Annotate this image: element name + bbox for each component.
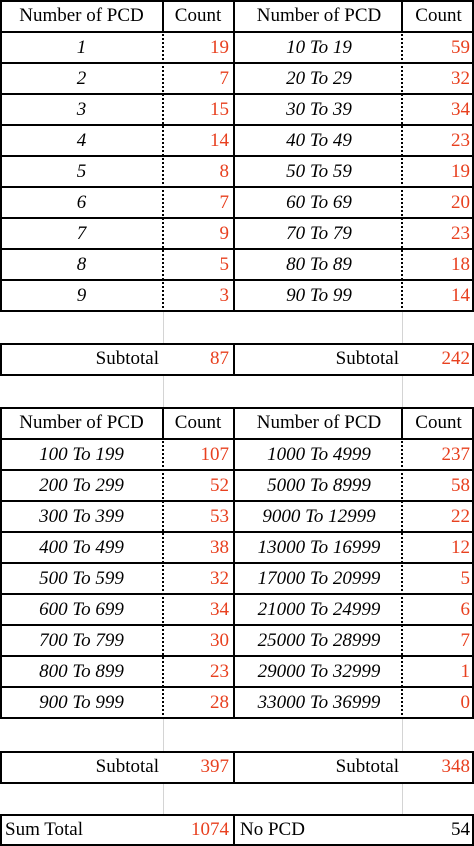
count-cell: 14 (451, 284, 470, 306)
pcd-number-cell: 1 (76, 36, 87, 58)
count-cell: 0 (460, 691, 470, 713)
pcd-range-cell: 30 To 39 (286, 98, 352, 120)
count-cell: 23 (210, 660, 229, 682)
pcd-range-cell: 80 To 89 (286, 253, 352, 275)
pcd-range-cell: 600 To 699 (39, 598, 124, 620)
column-divider (401, 0, 403, 32)
count-cell: 34 (451, 98, 470, 120)
pcd-range-cell: 200 To 299 (39, 474, 124, 496)
column-divider (162, 31, 164, 312)
pcd-range-cell: 17000 To 20999 (257, 567, 381, 589)
count-cell: 20 (451, 191, 470, 213)
grid-line (402, 719, 403, 751)
count-cell: 15 (210, 98, 229, 120)
table-border (0, 374, 474, 376)
count-cell: 6 (460, 598, 470, 620)
pcd-number-cell: 5 (76, 160, 87, 182)
footer-row (0, 814, 474, 846)
count-cell: 23 (451, 222, 470, 244)
count-cell: 22 (451, 505, 470, 527)
no-pcd-label: No PCD (240, 819, 305, 840)
pcd-range-cell: 60 To 69 (286, 191, 352, 213)
subtotal-value-left: 87 (210, 348, 229, 369)
count-cell: 5 (460, 567, 470, 589)
sum-total-value: 1074 (191, 819, 229, 840)
pcd-range-cell: 50 To 59 (286, 160, 352, 182)
grid-line (402, 376, 403, 407)
table-border (0, 751, 2, 784)
count-cell: 34 (210, 598, 229, 620)
subtotal-label-left: Subtotal (95, 756, 159, 777)
count-cell: 19 (210, 36, 229, 58)
header-number-of-pcd-left: Number of PCD (19, 5, 144, 26)
header-count-right: Count (415, 5, 462, 26)
subtotal-label-right: Subtotal (335, 756, 399, 777)
grid-line (163, 784, 164, 814)
pcd-range-cell: 5000 To 8999 (267, 474, 371, 496)
subtotal-value-right: 242 (441, 348, 470, 369)
pcd-range-cell: 13000 To 16999 (257, 536, 381, 558)
header-count-left: Count (174, 412, 222, 433)
subtotal-label-left: Subtotal (95, 348, 159, 369)
grid-line (402, 784, 403, 814)
count-cell: 7 (219, 191, 229, 213)
count-cell: 38 (210, 536, 229, 558)
sum-total-label: Sum Total (5, 819, 84, 840)
table-border (0, 0, 2, 312)
column-divider (401, 31, 403, 312)
column-divider (162, 0, 164, 32)
pcd-number-cell: 9 (76, 284, 87, 306)
pcd-range-cell: 21000 To 24999 (257, 598, 381, 620)
table-border (0, 814, 474, 816)
count-cell: 14 (210, 129, 229, 151)
table-border (0, 407, 2, 719)
pcd-number-cell: 3 (76, 98, 87, 120)
count-cell: 30 (210, 629, 229, 651)
count-cell: 1 (460, 660, 470, 682)
table-border (0, 343, 474, 345)
column-divider (162, 407, 164, 439)
table-border (233, 814, 235, 846)
count-cell: 53 (210, 505, 229, 527)
count-cell: 18 (451, 253, 470, 275)
table-border (233, 407, 235, 719)
count-cell: 52 (210, 474, 229, 496)
count-cell: 23 (451, 129, 470, 151)
table-border (0, 814, 2, 846)
table-border (233, 0, 235, 312)
pcd-range-cell: 700 To 799 (39, 629, 124, 651)
pcd-range-cell: 300 To 399 (39, 505, 124, 527)
count-cell: 7 (219, 67, 229, 89)
count-cell: 7 (460, 629, 470, 651)
count-cell: 58 (451, 474, 470, 496)
count-cell: 12 (451, 536, 470, 558)
header-count-left: Count (174, 5, 222, 26)
count-cell: 32 (451, 67, 470, 89)
header-number-of-pcd-right: Number of PCD (256, 5, 382, 26)
grid-line (402, 312, 403, 343)
pcd-number-cell: 6 (76, 191, 87, 213)
pcd-range-cell: 40 To 49 (286, 129, 352, 151)
pcd-range-cell: 9000 To 12999 (262, 505, 376, 527)
subtotal-row (0, 751, 474, 783)
subtotal-row (0, 343, 474, 375)
pcd-range-cell: 500 To 599 (39, 567, 124, 589)
pcd-range-cell: 70 To 79 (286, 222, 352, 244)
pcd-range-cell: 20 To 29 (286, 67, 352, 89)
table-border (0, 751, 474, 753)
pcd-range-cell: 1000 To 4999 (267, 443, 371, 465)
table-border (233, 343, 235, 376)
pcd-range-cell: 10 To 19 (286, 36, 352, 58)
subtotal-value-right: 348 (441, 756, 470, 777)
count-cell: 5 (219, 253, 229, 275)
pcd-number-cell: 2 (76, 67, 87, 89)
pcd-number-cell: 4 (76, 129, 87, 151)
count-cell: 8 (219, 160, 229, 182)
count-cell: 107 (200, 443, 229, 465)
pcd-number-cell: 7 (76, 222, 87, 244)
count-cell: 3 (219, 284, 229, 306)
pcd-range-cell: 29000 To 32999 (257, 660, 381, 682)
pcd-range-cell: 90 To 99 (286, 284, 352, 306)
table-border (0, 782, 474, 784)
count-cell: 28 (210, 691, 229, 713)
column-divider (401, 438, 403, 719)
grid-line (163, 376, 164, 407)
count-cell: 59 (451, 36, 470, 58)
count-cell: 237 (441, 443, 470, 465)
header-number-of-pcd-left: Number of PCD (19, 412, 144, 433)
pcd-range-cell: 800 To 899 (39, 660, 124, 682)
pcd-range-cell: 900 To 999 (39, 691, 124, 713)
count-cell: 32 (210, 567, 229, 589)
header-number-of-pcd-right: Number of PCD (256, 412, 382, 433)
column-divider (162, 438, 164, 719)
table-border (233, 751, 235, 784)
count-cell: 9 (219, 222, 229, 244)
pcd-range-cell: 100 To 199 (39, 443, 124, 465)
column-divider (401, 407, 403, 439)
no-pcd-value: 54 (451, 819, 470, 840)
grid-line (163, 719, 164, 751)
grid-line (163, 312, 164, 343)
header-count-right: Count (415, 412, 462, 433)
pcd-range-cell: 400 To 499 (39, 536, 124, 558)
pcd-range-cell: 33000 To 36999 (257, 691, 381, 713)
subtotal-label-right: Subtotal (335, 348, 399, 369)
count-cell: 19 (451, 160, 470, 182)
pcd-number-cell: 8 (76, 253, 87, 275)
pcd-range-cell: 25000 To 28999 (257, 629, 381, 651)
table-border (0, 343, 2, 376)
subtotal-value-left: 397 (200, 756, 229, 777)
